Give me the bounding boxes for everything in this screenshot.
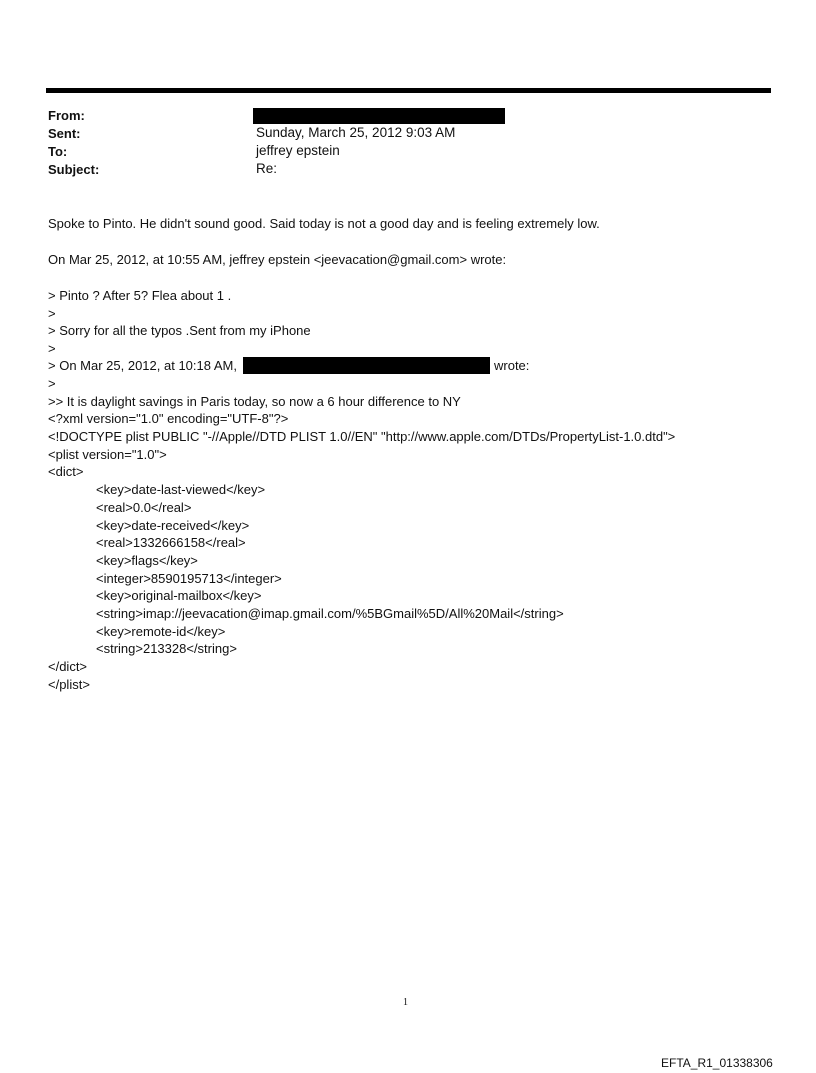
- body-line-2: On Mar 25, 2012, at 10:55 AM, jeffrey epstein <jeevacation@gmail.com> wrote:: [48, 252, 507, 267]
- xml-line-9: <key>flags</key>: [96, 553, 198, 568]
- quote-line-6: >: [48, 376, 56, 391]
- quote-line-5-prefix: > On Mar 25, 2012, at 10:18 AM,: [48, 358, 237, 373]
- quote-line-2: >: [48, 306, 56, 321]
- xml-line-16: </plist>: [48, 677, 90, 692]
- xml-line-4: <dict>: [48, 464, 84, 479]
- xml-line-12: <string>imap://jeevacation@imap.gmail.com/%5BGmail%5D/All%20Mail</string>: [96, 606, 564, 621]
- quote-line-7: >> It is daylight savings in Paris today, so now a 6 hour difference to NY: [48, 394, 461, 409]
- subject-value: Re:: [256, 161, 278, 176]
- page-number: 1: [403, 997, 408, 1008]
- sender-redaction: [243, 357, 490, 374]
- quote-line-1: > Pinto ? After 5? Flea about 1 .: [48, 288, 232, 303]
- sent-value: Sunday, March 25, 2012 9:03 AM: [256, 125, 456, 140]
- quote-line-4: >: [48, 341, 56, 356]
- xml-line-3: <plist version="1.0">: [48, 447, 167, 462]
- xml-line-5: <key>date-last-viewed</key>: [96, 482, 266, 497]
- xml-line-14: <string>213328</string>: [96, 641, 237, 656]
- to-value: jeffrey epstein: [256, 143, 340, 158]
- xml-line-2: <!DOCTYPE plist PUBLIC "-//Apple//DTD PLIST 1.0//EN" "http://www.apple.com/DTDs/PropertyList-1.0.dtd">: [48, 429, 676, 444]
- quote-line-3: > Sorry for all the typos .Sent from my iPhone: [48, 323, 311, 338]
- xml-line-6: <real>0.0</real>: [96, 500, 192, 515]
- xml-line-10: <integer>8590195713</integer>: [96, 571, 282, 586]
- from-label: From:: [48, 108, 85, 123]
- xml-line-7: <key>date-received</key>: [96, 518, 250, 533]
- xml-line-15: </dict>: [48, 659, 88, 674]
- body-line-1: Spoke to Pinto. He didn't sound good. Said today is not a good day and is feeling extremely low.: [48, 216, 600, 231]
- header-rule: [46, 88, 771, 93]
- subject-label: Subject:: [48, 162, 100, 177]
- xml-line-1: <?xml version="1.0" encoding="UTF-8"?>: [48, 411, 289, 426]
- to-label: To:: [48, 144, 68, 159]
- sent-label: Sent:: [48, 126, 81, 141]
- from-redaction: [253, 108, 505, 124]
- xml-line-13: <key>remote-id</key>: [96, 624, 226, 639]
- xml-line-11: <key>original-mailbox</key>: [96, 588, 262, 603]
- bates-number: EFTA_R1_01338306: [661, 1056, 773, 1070]
- quote-line-5-suffix: wrote:: [494, 358, 530, 373]
- xml-line-8: <real>1332666158</real>: [96, 535, 246, 550]
